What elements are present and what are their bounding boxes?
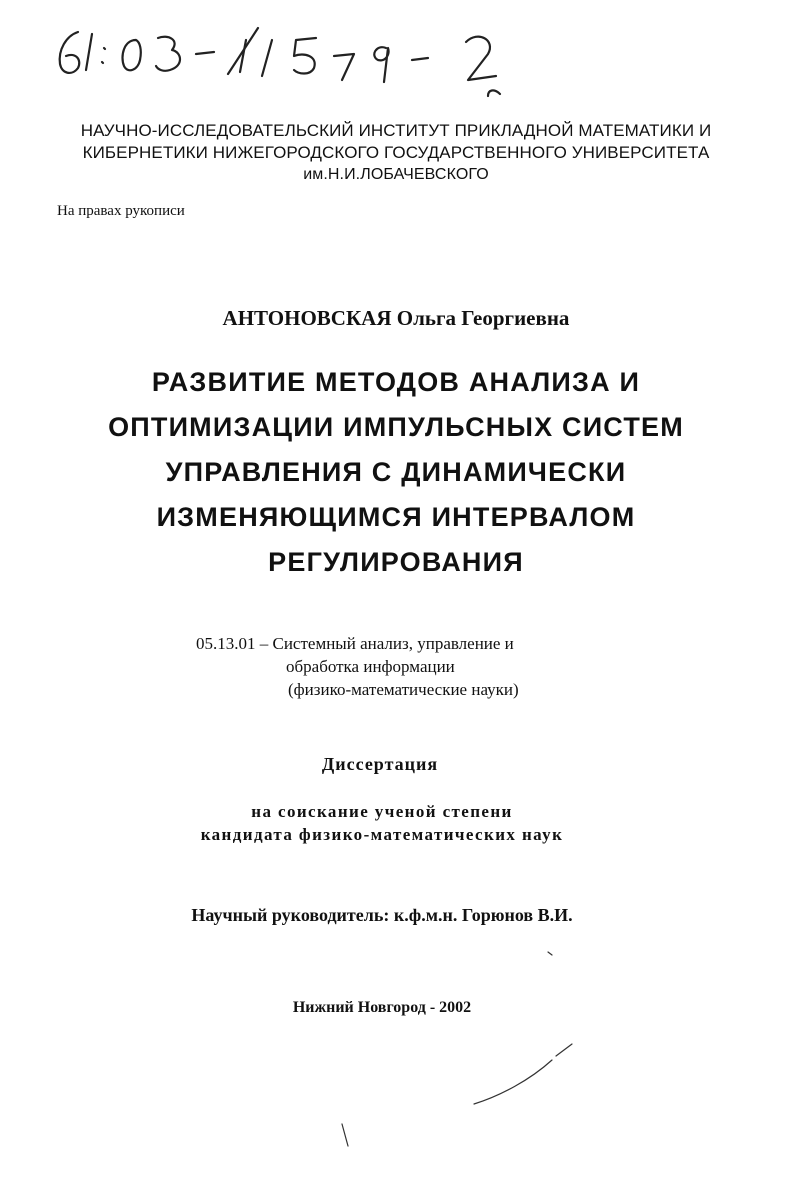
- scientific-supervisor: Научный руководитель: к.ф.м.н. Горюнов В.И.: [191, 905, 573, 925]
- city-year: Нижний Новгород - 2002: [292, 999, 472, 1016]
- author-name: АНТОНОВСКАЯ Ольга Георгиевна: [222, 306, 570, 330]
- institute-heading: [40, 120, 752, 186]
- rights-note: На правах рукописи: [57, 203, 185, 219]
- title-line-1: РАЗВИТИЕ МЕТОДОВ АНАЛИЗА И: [151, 367, 641, 397]
- title-line-5: РЕГУЛИРОВАНИЯ: [268, 547, 524, 577]
- degree-line-1: на соискание ученой степени: [251, 802, 513, 821]
- specialty-line-3: (физико-математические науки): [288, 680, 519, 699]
- title-line-4: ИЗМЕНЯЮЩИМСЯ ИНТЕРВАЛОМ: [156, 502, 636, 532]
- dissertation-label: Диссертация: [321, 754, 439, 774]
- institute-line-2: КИБЕРНЕТИКИ НИЖЕГОРОДСКОГО ГОСУДАРСТВЕННОГО УНИВЕРСИТЕТА: [82, 143, 710, 162]
- specialty-code: [196, 632, 519, 701]
- degree-statement: [0, 800, 764, 846]
- institute-line-1: НАУЧНО-ИССЛЕДОВАТЕЛЬСКИЙ ИНСТИТУТ ПРИКЛАДНОЙ МАТЕМАТИКИ И: [80, 121, 712, 140]
- title-line-3: УПРАВЛЕНИЯ С ДИНАМИЧЕСКИ: [165, 457, 627, 487]
- title-line-2: ОПТИМИЗАЦИИ ИМПУЛЬСНЫХ СИСТЕМ: [108, 412, 684, 442]
- dissertation-title: [40, 360, 752, 585]
- institute-line-3: им.Н.И.ЛОБАЧЕВСКОГО: [303, 166, 489, 183]
- specialty-line-2: обработка информации: [286, 657, 455, 676]
- specialty-line-1: 05.13.01 – Системный анализ, управление и: [196, 634, 514, 653]
- degree-line-2: кандидата физико-математических наук: [200, 825, 564, 844]
